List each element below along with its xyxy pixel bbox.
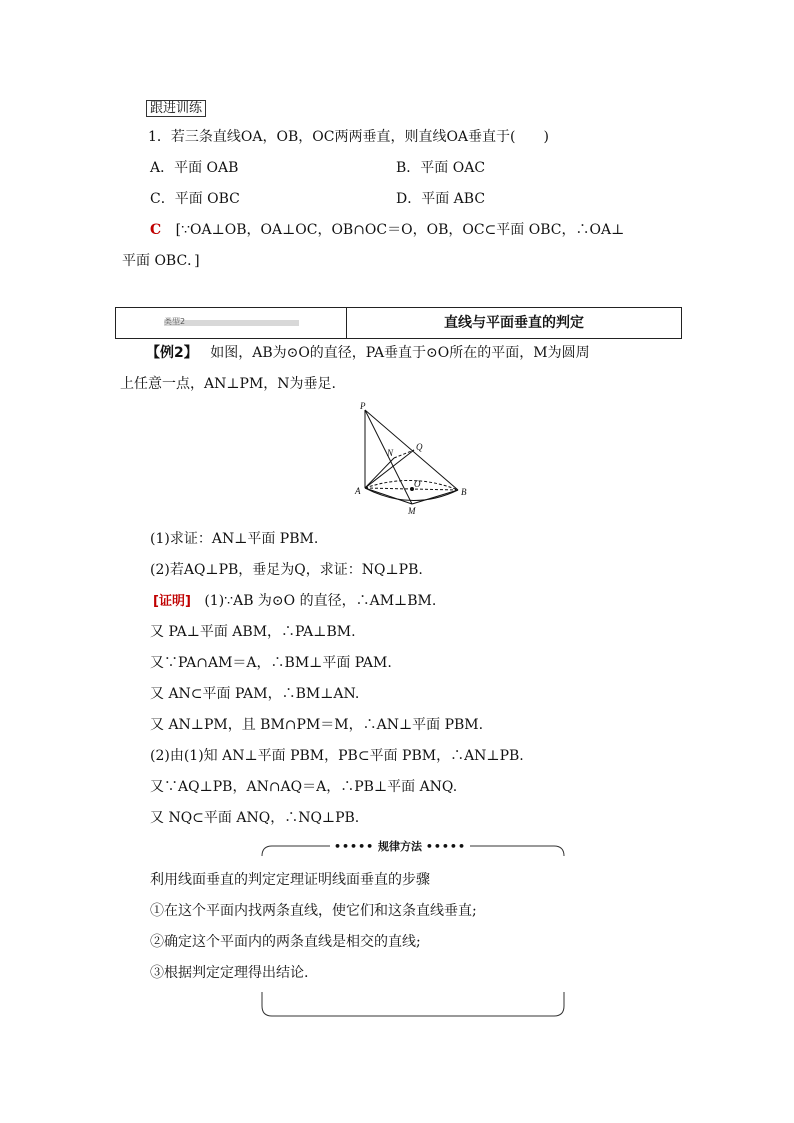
proof-line-1 (150, 590, 436, 610)
option-c: C．平面 OBC (150, 191, 240, 207)
proof-line-2: 又 PA⊥平面 ABM，∴PA⊥BM. (150, 624, 356, 640)
figure-label-b: B (461, 487, 467, 497)
proof-line-3: 又∵PA∩AM＝A，∴BM⊥平面 PAM. (150, 655, 392, 671)
option-b: B．平面 OAC (396, 160, 486, 176)
part-2: (2)若AQ⊥PB，垂足为Q，求证：NQ⊥PB. (150, 562, 423, 578)
proof-line-4: 又 AN⊂平面 PAM，∴BM⊥AN. (150, 686, 360, 702)
figure-label-p: P (360, 401, 366, 411)
figure-label-n: N (387, 448, 394, 458)
method-step-3: ③根据判定定理得出结论. (150, 965, 309, 981)
figure-label-a: A (355, 486, 361, 496)
example-line-1 (146, 342, 590, 362)
method-step-1: ①在这个平面内找两条直线，使它们和这条直线垂直; (150, 903, 477, 919)
method-heading: 利用线面垂直的判定定理证明线面垂直的步骤 (150, 872, 430, 888)
example-line-2: 上任意一点，AN⊥PM，N为垂足. (120, 376, 336, 392)
method-title: ••••• 规律方法 ••••• (330, 838, 470, 854)
proof-line-7: 又∵AQ⊥PB，AN∩AQ＝A，∴PB⊥平面 ANQ. (150, 779, 458, 795)
method-box-frame (260, 840, 566, 1018)
question-1: 1．若三条直线OA，OB，OC两两垂直，则直线OA垂直于( ) (148, 129, 549, 145)
figure-label-q: Q (416, 442, 423, 452)
method-step-2: ②确定这个平面内的两条直线是相交的直线; (150, 934, 421, 950)
section-type-cell (116, 308, 347, 338)
proof-line-8: 又 NQ⊂平面 ANQ，∴NQ⊥PB. (150, 810, 360, 826)
answer-line-2: 平面 OBC．] (122, 253, 200, 269)
section-header (115, 307, 682, 339)
proof-line-6: (2)由(1)知 AN⊥平面 PBM，PB⊂平面 PBM，∴AN⊥PB. (150, 748, 524, 764)
exercise-tag: 跟进训练 (146, 100, 206, 117)
proof-text-1: (1)∵AB 为⊙O 的直径，∴AM⊥BM. (204, 593, 437, 609)
figure-label-m: M (408, 506, 416, 516)
figure-label-o: O (414, 479, 421, 489)
proof-tag: [证明] (153, 594, 191, 609)
geometry-figure (350, 400, 480, 518)
section-title: 直线与平面垂直的判定 (444, 315, 584, 331)
example-text-1: 如图，AB为⊙O的直径，PA垂直于⊙O所在的平面，M为圆周 (210, 345, 590, 361)
option-d: D．平面 ABC (396, 191, 486, 207)
proof-line-5: 又 AN⊥PM，且 BM∩PM＝M，∴AN⊥平面 PBM. (150, 717, 484, 733)
example-label: 【例2】 (146, 345, 198, 361)
section-type-label: 类型2 (164, 317, 186, 326)
answer-letter: C (150, 222, 162, 238)
answer-explanation: [∵OA⊥OB，OA⊥OC，OB∩OC＝O，OB，OC⊂平面 OBC，∴OA⊥ (175, 222, 625, 238)
answer-line-1 (150, 219, 624, 239)
part-1: (1)求证：AN⊥平面 PBM. (150, 531, 319, 547)
option-a: A．平面 OAB (150, 160, 239, 176)
